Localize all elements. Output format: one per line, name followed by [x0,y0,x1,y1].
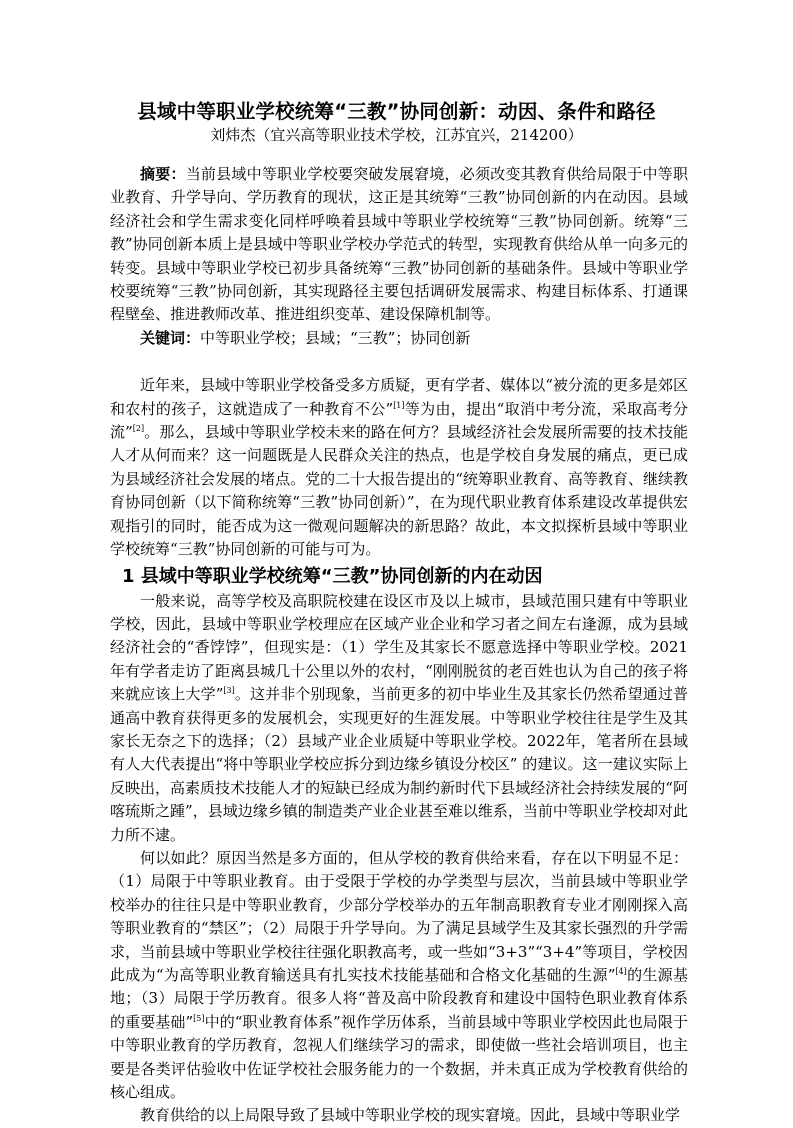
s1p2-text-3: 中的“职业教育体系”视作学历体系，当前县域中等职业学校因此也局限于中等职业教育的学历教育，忽视人们继续学习的需求，即使做一些社会培训项目，也主要是各类评估验收中佐证学校社会服务能力的一个数据，并未真正成为学校教育供给的核心组成。 [110,1012,689,1102]
intro-text-1: 近年来，县域中等职业学校备受多方质疑，更有学者、媒体以“被分流的更多是郊区和农村的孩子，这就造成了一种教育不公” [110,376,688,418]
paper-body [110,163,688,1128]
abstract-text: 当前县域中等职业学校要突破发展窘境，必须改变其教育供给局限于中等职业教育、升学导向、学历教育的现状，这正是其统筹“三教”协同创新的内在动因。县域经济社会和学生需求变化同样呼唤着县域中等职业学校统筹“三教”协同创新。统筹“三教”协同创新本质上是县域中等职业学校办学范式的转型，实现教育供给从单一向多元的转变。县域中等职业学校已初步具备统筹“三教”协同创新的基础条件。县域中等职业学校要统筹“三教”协同创新，其实现路径主要包括调研发展需求、构建目标体系、打通课程壁垒、推进教师改革、推进组织变革、建设保障机制等。 [110,165,688,324]
author-line: 刘炜杰（宜兴高等职业技术学校，江苏宜兴，214200） [210,126,583,144]
citation-3: [3] [223,686,235,696]
abstract-paragraph [110,163,688,327]
paper-title: 县域中等职业学校统筹“三教”协同创新：动因、条件和路径 [137,100,656,123]
keywords-label: 关键词： [140,328,201,347]
spacer [110,350,688,374]
section-1-heading: 1 县域中等职业学校统筹“三教”协同创新的内在动因 [122,565,543,587]
keywords-text: 中等职业学校；县域；“三教”；协同创新 [200,328,471,347]
s1p1-text-2: 。这并非个别现象，当前更多的初中毕业生及其家长仍然希望通过普通高中教育获得更多的发展机会，实现更好的生涯发展。中等职业学校往往是学生及其家长无奈之下的选择；（2）县域产业企业质疑中等职业学校。2022年，笔者所在县域有人大代表提出“将中等职业学校应拆分到边缘乡镇设分校区” 的建议。这一建议实际上反映出，高素质技术技能人才的短缺已经成为制约新时代下县域经济社会持续发展的“阿喀琉斯之踵”，县域边缘乡镇的制造类产业企业甚至难以维系，当前中等职业学校却对此力所不逮。 [110,685,688,844]
citation-5: [5] [193,1013,205,1023]
keywords-paragraph [110,327,688,350]
s1p1-text-1: 一般来说，高等学校及高职院校建在设区市及以上城市，县域范围只建有中等职业学校，因此，县域中等职业学校理应在区域产业企业和学习者之间左右逢源，成为县域经济社会的“香饽饽”，但现实是：（1）学生及其家长不愿意选择中等职业学校。2021年有学者走访了距离县城几十公里以外的农村，“刚刚脱贫的老百姓也认为自己的孩子将来就应该上大学” [110,591,688,704]
s1p2-text-2: 的生源基地；（3）局限于学历教育。很多人将“普及高中阶段教育和建设中国特色职业教育体系的重要基础” [110,966,688,1031]
citation-2: [2] [132,424,145,434]
abstract-label: 摘要： [140,165,186,183]
s1p2-text-1: 何以如此？原因当然是多方面的，但从学校的教育供给来看，存在以下明显不足：（1）局限于中等职业教育。由于受限于学校的办学类型与层次，当前县域中等职业学校举办的往往只是中等职业教育，少部分学校举办的五年制高职教育专业才刚刚探入高等职业教育的“禁区”；（2）局限于升学导向。为了满足县域学生及其家长强烈的升学需求，当前县域中等职业学校往往强化职教高考，或一些如“3+3”“3+4”等项目，学校因此成为“为高等职业教育输送具有扎实技术技能基础和合格文化基础的生源” [110,848,688,984]
intro-paragraph [110,374,688,561]
section-1-paragraph-1 [110,590,688,847]
citation-4: [4] [615,967,627,976]
intro-text-3: 。那么，县域中等职业学校未来的路在何方？县域经济社会发展所需要的技术技能人才从何而来？这一问题既是人民群众关注的热点，也是学校自身发展的痛点，更已成为县域经济社会发展的堵点。党的二十大报告提出的“统筹职业教育、高等教育、继续教育协同创新（以下简称统筹“三教”协同创新）”，在为现代职业教育体系建设改革提供宏观指引的同时，能否成为这一微观问题解决的新思路？故此，本文拟探析县域中等职业学校统筹“三教”协同创新的可能与可为。 [110,423,688,559]
intro-text-2: 等为由，提出“取消中考分流，采取高考分流” [110,399,689,442]
section-1-paragraph-2 [110,847,688,1104]
citation-1: [1] [393,400,405,410]
section-1-paragraph-3: 教育供给的以上局限导致了县域中等职业学校的现实窘境。因此，县域中等职业学 [140,1106,681,1125]
